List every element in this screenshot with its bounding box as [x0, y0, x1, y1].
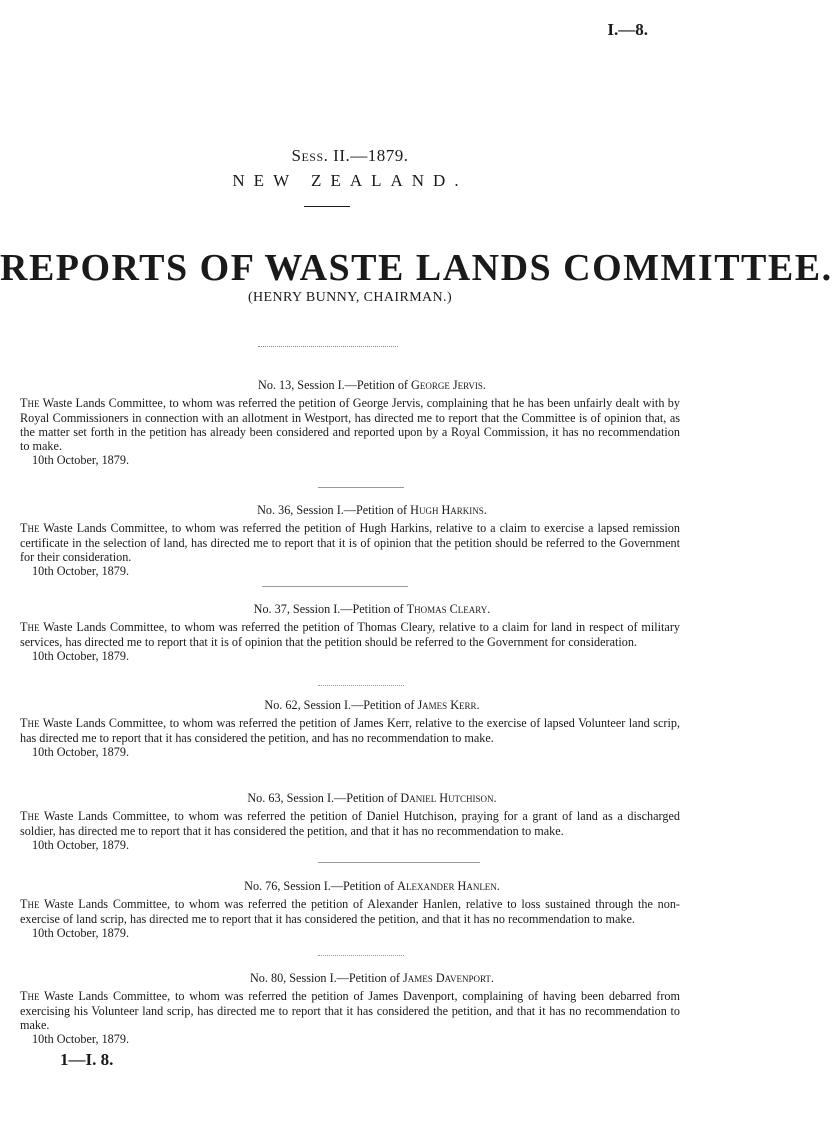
petition-heading: [20, 971, 680, 985]
report-text: Waste Lands Committee, to whom was referred the petition of Alexander Hanlen, relative to loss sustained through the non-exercise of land scrip, has directed me to report that it has considered the petition, and that it has no recommendation to make.: [20, 897, 680, 926]
report-date: 10th October, 1879.: [32, 837, 129, 852]
petition-report: [20, 809, 680, 838]
report-date: 10th October, 1879.: [32, 564, 129, 579]
petition-report: [20, 897, 680, 926]
petition-heading-prefix: No. 13, Session I.—Petition of: [258, 378, 412, 392]
footer-reference: 1—I. 8.: [60, 1050, 114, 1069]
document-title: REPORTS OF WASTE LANDS COMMITTEE.: [0, 247, 833, 289]
entry-separator: [318, 487, 404, 488]
report-lead-word: The: [20, 809, 40, 824]
entry-separator: [318, 685, 404, 686]
petition-entry: [20, 971, 680, 1046]
petition-report: [20, 396, 680, 453]
petition-heading-prefix: No. 62, Session I.—Petition of: [264, 698, 418, 712]
petition-entry: [20, 602, 680, 663]
petition-heading: [20, 503, 680, 517]
report-date: 10th October, 1879.: [32, 648, 129, 663]
petition-heading-prefix: No. 63, Session I.—Petition of: [247, 791, 401, 805]
petition-entry: [20, 879, 680, 940]
report-text: Waste Lands Committee, to whom was referred the petition of Thomas Cleary, relative to a claim for land in respect of military services, has directed me to report that it is of opinion that the petition should be referred to the Government for consideration.: [20, 620, 680, 649]
report-text: Waste Lands Committee, to whom was referred the petition of Daniel Hutchison, praying for a grant of land as a discharged soldier, has directed me to report that it has considered the petition, and that it has no recommendation to make.: [20, 809, 680, 838]
report-text: Waste Lands Committee, to whom was referred the petition of James Davenport, complaining of having been debarred from exercising his Volunteer land scrip, has directed me to report that it has considered the petition, and that it has no recommendation to make.: [20, 989, 680, 1032]
petitioner-name: James Kerr.: [417, 698, 480, 712]
report-lead-word: The: [20, 620, 40, 635]
page-reference: I.—8.: [607, 20, 648, 39]
petition-entry: [20, 503, 680, 578]
petition-report: [20, 716, 680, 745]
petitioner-name: Hugh Harkins.: [410, 503, 487, 517]
petition-heading: [20, 378, 680, 392]
title-divider: [304, 206, 350, 207]
petition-heading-prefix: No. 76, Session I.—Petition of: [244, 879, 398, 893]
report-lead-word: The: [20, 521, 40, 536]
report-date: 10th October, 1879.: [32, 453, 129, 468]
session-prefix: Sess.: [291, 146, 329, 165]
petition-entry: [20, 791, 680, 852]
petitioner-name: Alexander Hanlen.: [397, 879, 500, 893]
petition-entry: [20, 378, 680, 468]
report-lead-word: The: [20, 989, 40, 1004]
petitioner-name: George Jervis.: [411, 378, 486, 392]
report-lead-word: The: [20, 396, 40, 411]
dotted-divider: [258, 346, 398, 347]
petitioner-name: James Davenport.: [403, 971, 494, 985]
chairman-line: (HENRY BUNNY, CHAIRMAN.): [247, 290, 453, 305]
report-lead-word: The: [20, 716, 40, 731]
session-line: [0, 146, 700, 166]
entry-separator: [318, 955, 404, 956]
report-text: Waste Lands Committee, to whom was referred the petition of George Jervis, complaining that he has been unfairly dealt with by Royal Commissioners in connection with an allotment in Westport, has directed me to report that the Committee is of opinion that, as the matter set forth in the petition has already been considered and reported upon by a Royal Commission, it has no recommendation to make.: [20, 396, 680, 454]
petition-heading: [20, 602, 680, 616]
report-lead-word: The: [20, 897, 40, 912]
petition-report: [20, 620, 680, 649]
petitioner-name: Daniel Hutchison.: [400, 791, 497, 805]
petition-entry: [20, 698, 680, 759]
report-date: 10th October, 1879.: [32, 1032, 129, 1047]
petition-report: [20, 989, 680, 1032]
petition-heading-prefix: No. 36, Session I.—Petition of: [257, 503, 411, 517]
petition-heading: [20, 791, 680, 805]
entry-separator: [318, 862, 480, 863]
country-heading: NEW ZEALAND.: [232, 171, 468, 190]
petition-heading: [20, 879, 680, 893]
report-text: Waste Lands Committee, to whom was referred the petition of James Kerr, relative to the exercise of lapsed Volunteer land scrip, has directed me to report that it has considered the petition, and has no recommendation to make.: [20, 716, 680, 745]
petition-heading-prefix: No. 37, Session I.—Petition of: [253, 602, 407, 616]
petition-heading-prefix: No. 80, Session I.—Petition of: [250, 971, 404, 985]
petition-report: [20, 521, 680, 564]
report-text: Waste Lands Committee, to whom was referred the petition of Hugh Harkins, relative to a claim to exercise a lapsed remission certificate in the selection of land, has directed me to report that it is of opinion that the petition should be referred to the Government for their consideration.: [20, 521, 680, 564]
report-date: 10th October, 1879.: [32, 744, 129, 759]
petitioner-name: Thomas Cleary.: [406, 602, 491, 616]
entry-separator: [262, 586, 408, 587]
report-date: 10th October, 1879.: [32, 925, 129, 940]
petition-heading: [20, 698, 680, 712]
session-text: II.—1879.: [328, 146, 409, 165]
